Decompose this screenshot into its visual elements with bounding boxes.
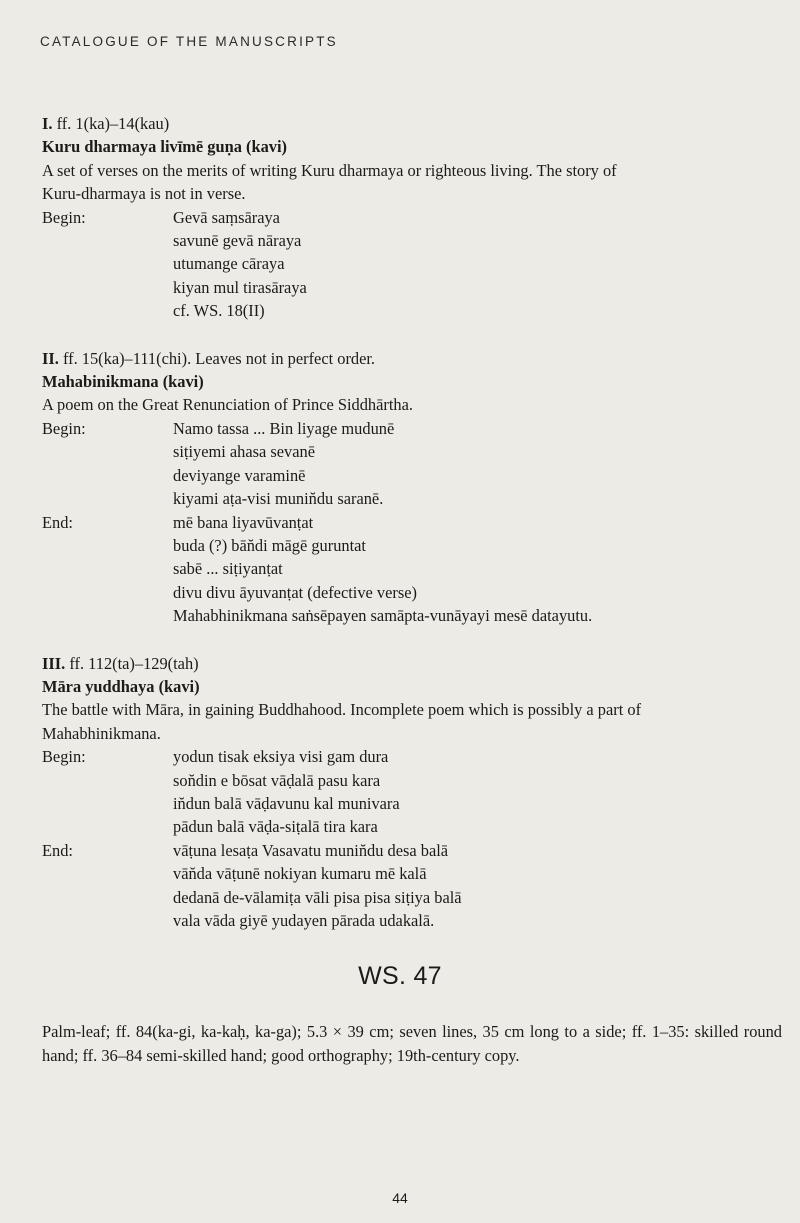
begin-verses	[173, 206, 307, 323]
entry-folios-line	[42, 112, 777, 135]
entry-description-line: The battle with Māra, in gaining Buddhahood. Incomplete poem which is possibly a part of	[42, 700, 642, 720]
entry-numeral: III.	[42, 653, 66, 673]
verse-line: Namo tassa ... Bin liyage mudunē	[173, 418, 395, 438]
verse-line: kiyami aṭa-visi munin̆du saranē.	[173, 489, 384, 509]
entry-description-line: Mahabhinikmana.	[42, 723, 161, 743]
manuscript-description: Palm-leaf; ff. 84(ka-gi, ka-kaḥ, ka-ga); 5.3 × 39 cm; seven lines, 35 cm long to a side; ff. 1–35: skilled round hand; ff. 36–84 semi-skilled hand; good orthography; 19th-century copy.	[42, 1022, 782, 1065]
entry-numeral: I.	[42, 114, 53, 133]
end-block	[42, 511, 777, 628]
end-verses	[173, 839, 462, 933]
entry-description-line: A set of verses on the merits of writing Kuru dharmaya or righteous living. The story of	[42, 160, 617, 180]
entry-title: Mahabinikmana (kavi)	[42, 372, 204, 392]
verse-line: pādun balā vāḍa-siṭalā tira kara	[173, 817, 378, 837]
verse-line: buda (?) bān̆di māgē guruntat	[173, 535, 366, 555]
begin-verses	[173, 745, 400, 839]
manuscript-heading: WS. 47	[358, 962, 442, 990]
entry-description-line: Kuru-dharmaya is not in verse.	[42, 184, 246, 204]
verse-line: sabē ... siṭiyanṭat	[173, 559, 283, 579]
catalogue-entry	[42, 112, 777, 323]
end-block	[42, 839, 777, 933]
entry-folios: ff. 112(ta)–129(tah)	[69, 653, 199, 673]
begin-block	[42, 745, 777, 839]
verse-line: kiyan mul tirasāraya	[173, 277, 307, 297]
verse-line: vāṭuna lesaṭa Vasavatu munin̆du desa balā	[173, 840, 449, 860]
end-verses	[173, 511, 592, 628]
entry-numeral: II.	[42, 348, 59, 368]
entry-folios: ff. 15(ka)–111(chi). Leaves not in perfect order.	[62, 348, 376, 368]
begin-verses	[173, 417, 394, 511]
verse-line: mē bana liyavūvanṭat	[173, 512, 314, 532]
verse-line: son̆din e bōsat vāḍalā pasu kara	[173, 770, 381, 790]
entry-folios-line	[42, 652, 777, 675]
entry-folios: ff. 1(ka)–14(kau)	[56, 114, 170, 133]
verse-line: deviyange varaminē	[173, 465, 306, 485]
verse-line: dedanā de-vālamiṭa vāli pisa pisa siṭiya balā	[173, 887, 462, 907]
verse-line: vala vāda giyē yudayen pārada udakalā.	[173, 911, 435, 930]
verse-line: Gevā saṃsāraya	[173, 207, 280, 227]
entry-folios-line	[42, 347, 777, 370]
begin-label: Begin:	[42, 747, 86, 767]
begin-block	[42, 417, 777, 511]
running-head: CATALOGUE OF THE MANUSCRIPTS	[40, 34, 338, 49]
begin-label: Begin:	[42, 207, 86, 227]
end-label: End:	[42, 840, 73, 860]
end-label: End:	[42, 512, 73, 532]
verse-line: Mahabhinikmana saṅsēpayen samāpta-vunāyayi mesē datayutu.	[173, 606, 593, 626]
catalogue-entry	[42, 347, 777, 628]
verse-line: siṭiyemi ahasa sevanē	[173, 442, 316, 462]
entry-description-line: A poem on the Great Renunciation of Prince Siddhārtha.	[42, 395, 413, 415]
verse-line: utumange cāraya	[173, 254, 285, 274]
entry-title: Māra yuddhaya (kavi)	[42, 676, 200, 696]
verse-line: vān̆da vāṭunē nokiyan kumaru mē kalā	[173, 864, 427, 884]
catalogue-entries	[42, 112, 777, 956]
cross-reference: cf. WS. 18(II)	[173, 301, 265, 321]
catalogue-entry	[42, 652, 777, 933]
begin-label: Begin:	[42, 418, 86, 438]
verse-line: yodun tisak eksiya visi gam dura	[173, 747, 389, 767]
verse-line: divu divu āyuvanṭat (defective verse)	[173, 582, 417, 602]
verse-line: in̆dun balā vāḍavunu kal munivara	[173, 793, 400, 813]
begin-block	[42, 206, 777, 323]
page-number: 44	[392, 1190, 408, 1206]
entry-title: Kuru dharmaya livīmē guṇa (kavi)	[42, 137, 287, 157]
verse-line: savunē gevā nāraya	[173, 231, 302, 251]
